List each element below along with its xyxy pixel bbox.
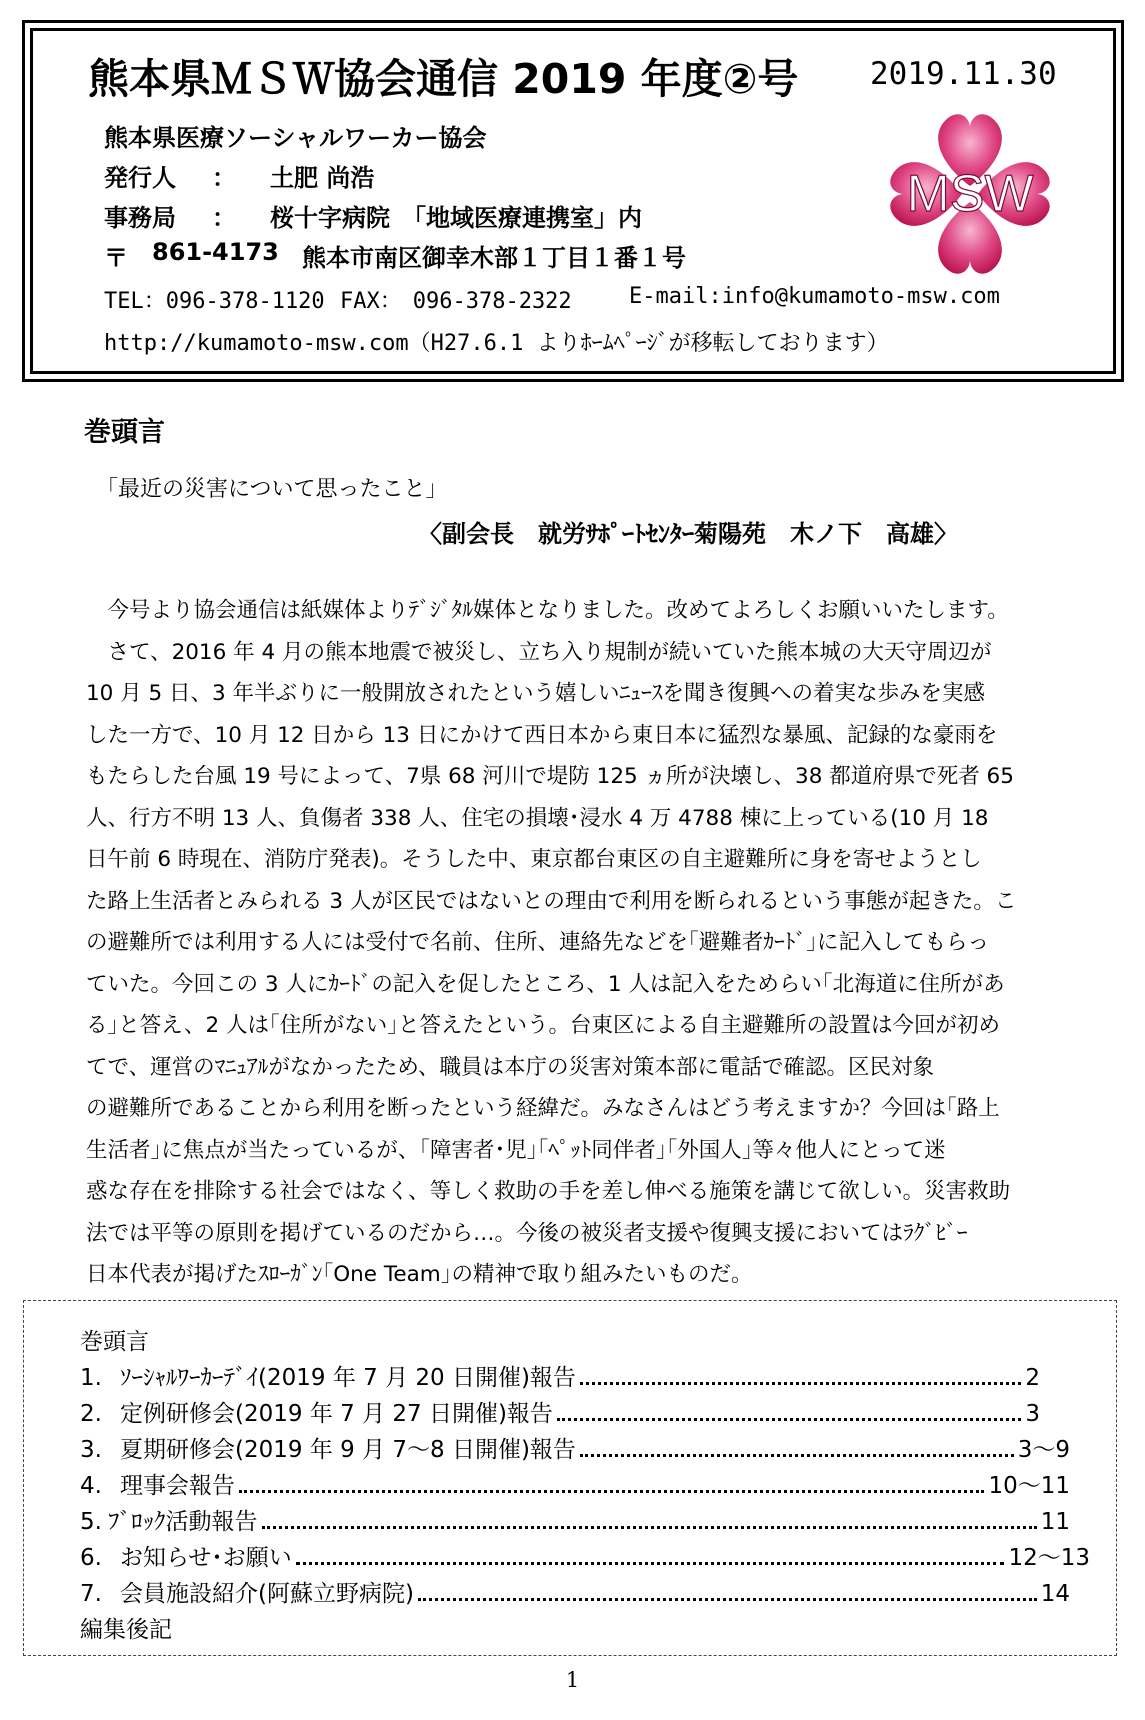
body-line: ていた。今回この 3 人にｶｰﾄﾞの記入を促したところ、1 人は記入をためらい｢北海道に住所があ bbox=[86, 971, 1005, 997]
toc-item-label: 定例研修会(2019 年 7 月 27 日開催)報告 bbox=[120, 1401, 553, 1427]
postal-mark: 〒 bbox=[104, 244, 128, 272]
office-location: 桜十字病院 「地域医療連携室」内 bbox=[270, 204, 642, 232]
postal-code: 861-4173 bbox=[152, 238, 279, 266]
toc-item-page: 3～9 bbox=[1017, 1437, 1070, 1463]
toc-item[interactable] bbox=[80, 1503, 1070, 1536]
essay-author: 〈副会長 就労ｻﾎﾟｰﾄｾﾝﾀｰ菊陽苑 木ノ下 高雄〉 bbox=[418, 520, 958, 548]
section-heading: 巻頭言 bbox=[84, 417, 165, 448]
toc-item-number: 2. bbox=[80, 1401, 102, 1427]
toc-leader-dots bbox=[239, 1489, 984, 1493]
body-line: もたらした台風 19 号によって、7県 68 河川で堤防 125 ヵ所が決壊し、38 都道府県で死者 65 bbox=[86, 764, 1014, 789]
body-line: 10 月 5 日、3 年半ぶりに一般開放されたという嬉しいﾆｭｰｽを聞き復興への着実な歩みを実感 bbox=[86, 681, 986, 706]
telephone: TEL：096-378-1120 bbox=[104, 289, 325, 314]
toc-item[interactable] bbox=[80, 1575, 1070, 1608]
office-row bbox=[104, 198, 804, 230]
essay-body bbox=[86, 590, 1064, 1296]
publisher-label: 発行人 bbox=[104, 164, 176, 192]
newsletter-title: 熊本県ＭＳＷ協会通信 2019 年度②号 bbox=[88, 55, 799, 103]
toc-item-label: 会員施設紹介(阿蘇立野病院) bbox=[120, 1581, 414, 1607]
toc-outro: 編集後記 bbox=[80, 1617, 172, 1643]
body-line: る｣と答え、2 人は｢住所がない｣と答えたという。台東区による自主避難所の設置は今回が初め bbox=[86, 1013, 1001, 1038]
website-link[interactable]: http://kumamoto-msw.com（H27.6.1 よりﾎｰﾑﾍﾟｰｼﾞが移転しております） bbox=[104, 331, 889, 356]
toc-item-number: 5. bbox=[80, 1509, 102, 1535]
toc-item-number: 1. bbox=[80, 1365, 102, 1391]
office-separator: ： bbox=[212, 204, 236, 232]
toc-leader-dots bbox=[418, 1597, 1037, 1601]
page-number: 1 bbox=[565, 1668, 580, 1692]
address: 熊本市南区御幸木部１丁目１番１号 bbox=[302, 244, 686, 272]
logo-text: MSW bbox=[906, 165, 1034, 223]
publisher-name: 土肥 尚浩 bbox=[270, 164, 375, 192]
toc-item-label: ｿｰｼｬﾙﾜｰｶｰﾃﾞｲ(2019 年 7 月 20 日開催)報告 bbox=[120, 1365, 576, 1391]
toc-item-page: 14 bbox=[1040, 1581, 1070, 1607]
toc-item-page: 11 bbox=[1040, 1509, 1070, 1535]
toc-item-page: 12～13 bbox=[1008, 1545, 1090, 1571]
office-label: 事務局 bbox=[104, 204, 176, 232]
toc-leader-dots bbox=[557, 1417, 1021, 1421]
toc-leader-dots bbox=[296, 1561, 1005, 1565]
toc-item-page: 2 bbox=[1025, 1365, 1040, 1391]
body-line: 生活者｣に焦点が当たっているが、｢障害者･児｣｢ﾍﾟｯﾄ同伴者｣｢外国人｣等々他人にとって迷 bbox=[86, 1137, 946, 1163]
toc-item-label: 理事会報告 bbox=[120, 1473, 235, 1499]
body-line: の避難所では利用する人には受付で名前、住所、連絡先などを｢避難者ｶｰﾄﾞ｣に記入してもらっ bbox=[86, 930, 990, 955]
toc-item-number: 3. bbox=[80, 1437, 102, 1463]
body-line: 日本代表が掲げたｽﾛｰｶﾞﾝ｢One Team｣の精神で取り組みたいものだ。 bbox=[86, 1262, 753, 1287]
toc-intro: 巻頭言 bbox=[80, 1329, 149, 1355]
fax: FAX： 096-378-2322 bbox=[340, 289, 572, 314]
essay-title: 「最近の災害について思ったこと」 bbox=[96, 477, 448, 502]
toc-item-label: お知らせ･お願い bbox=[120, 1545, 292, 1571]
toc-item-number: 7. bbox=[80, 1581, 102, 1607]
toc-item-page: 10～11 bbox=[988, 1473, 1070, 1499]
msw-logo bbox=[870, 94, 1070, 294]
publisher-row bbox=[104, 158, 704, 190]
body-line: さて、2016 年 4 月の熊本地震で被災し、立ち入り規制が続いていた熊本城の大天守周辺が bbox=[86, 639, 992, 665]
body-line: 今号より協会通信は紙媒体よりﾃﾞｼﾞﾀﾙ媒体となりました。改めてよろしくお願いいたします。 bbox=[86, 598, 1009, 623]
table-of-contents bbox=[23, 1300, 1117, 1656]
toc-item[interactable] bbox=[80, 1467, 1070, 1500]
toc-item[interactable] bbox=[80, 1539, 1090, 1572]
body-line: 法では平等の原則を掲げているのだから…。今後の被災者支援や復興支援においてはﾗｸﾞﾋﾞｰ bbox=[86, 1220, 968, 1246]
toc-item[interactable] bbox=[80, 1359, 1040, 1392]
toc-leader-dots bbox=[580, 1453, 1014, 1457]
body-line: 人、行方不明 13 人、負傷者 338 人、住宅の損壊･浸水 4 万 4788 棟に上っている(10 月 18 bbox=[86, 805, 989, 831]
toc-item[interactable] bbox=[80, 1431, 1070, 1464]
body-line: の避難所であることから利用を断ったという経緯だ。みなさんはどう考えますか？今回は｢路上 bbox=[86, 1096, 1000, 1121]
toc-item[interactable] bbox=[80, 1395, 1040, 1428]
postal-row bbox=[104, 238, 804, 270]
body-line: 惑な存在を排除する社会ではなく、等しく救助の手を差し伸べる施策を講じて欲しい。災害救助 bbox=[86, 1179, 1011, 1204]
toc-item-number: 6. bbox=[80, 1545, 102, 1571]
body-line: した一方で、10 月 12 日から 13 日にかけて西日本から東日本に猛烈な暴風、記録的な豪雨を bbox=[86, 722, 998, 748]
body-line: た路上生活者とみられる 3 人が区民ではないとの理由で利用を断られるという事態が起きた。こ bbox=[86, 888, 1017, 914]
body-line: てで、運営のﾏﾆｭｱﾙがなかったため、職員は本庁の災害対策本部に電話で確認。区民対象 bbox=[86, 1054, 934, 1080]
issue-date: 2019.11.30 bbox=[870, 56, 1057, 92]
body-line: 日午前 6 時現在、消防庁発表)。そうした中、東京都台東区の自主避難所に身を寄せようとし bbox=[86, 847, 982, 872]
toc-item-number: 4. bbox=[80, 1473, 102, 1499]
toc-item-label: 夏期研修会(2019 年 9 月 7～8 日開催)報告 bbox=[120, 1437, 576, 1463]
toc-item-label: ﾌﾞﾛｯｸ活動報告 bbox=[108, 1509, 258, 1535]
toc-item-page: 3 bbox=[1025, 1401, 1040, 1427]
publisher-separator: ： bbox=[212, 164, 236, 192]
email-link[interactable]: E-mail:info@kumamoto-msw.com bbox=[629, 284, 1000, 309]
organization-name: 熊本県医療ソーシャルワーカー協会 bbox=[104, 124, 487, 152]
toc-leader-dots bbox=[580, 1381, 1021, 1385]
toc-leader-dots bbox=[262, 1525, 1037, 1529]
